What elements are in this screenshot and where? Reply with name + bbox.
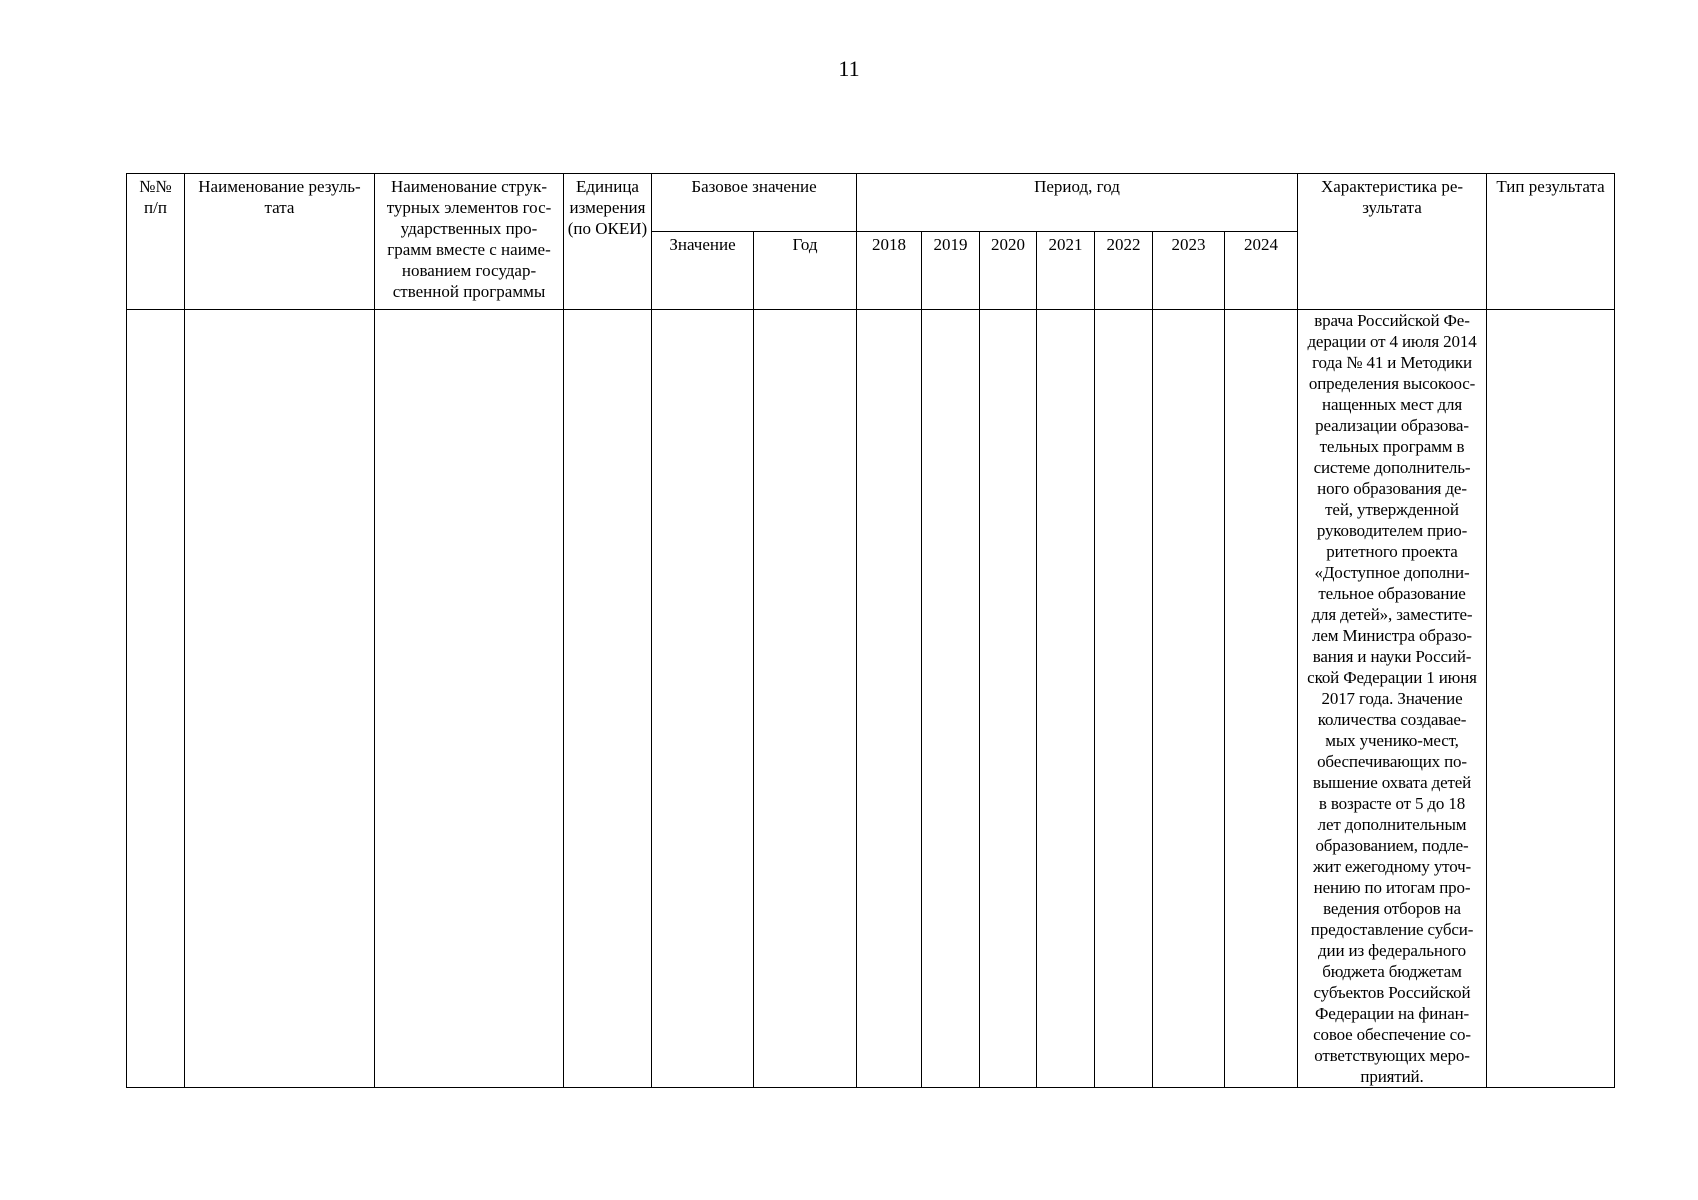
cell-year-2020 — [980, 310, 1037, 1088]
cell-result-type — [1487, 310, 1615, 1088]
cell-characteristic: врача Российской Фе- дерации от 4 июля 2014 года № 41 и Методики определения высокоос- нащенных мест для реализации образова- тельных программ в системе дополнитель- ного образования де- тей, утвержденной руководителем прио- ритетного проекта «Доступное дополни- тельное образование для детей», заместите- лем Министра образо- вания и науки Россий- ской Федерации 1 июня 2017 года. Значение количества создавае- мых ученико-мест, обеспечивающих по- вышение охвата детей в возрасте от 5 до 18 лет дополнительным образованием, подле- жит ежегодному уточ- нению по итогам про- ведения отборов на предоставление субси- дии из федерального бюджета бюджетам субъектов Российской Федерации на финан- совое обеспечение со- ответствующих меро- приятий. — [1298, 310, 1487, 1088]
cell-year-2022 — [1095, 310, 1153, 1088]
cell-year-2023 — [1153, 310, 1225, 1088]
header-base-value-value: Значение — [652, 232, 754, 310]
cell-structural-elements — [375, 310, 564, 1088]
header-period: Период, год — [857, 174, 1298, 232]
header-unit: Единица измерения (по ОКЕИ) — [564, 174, 652, 310]
header-result-type: Тип результата — [1487, 174, 1615, 310]
cell-result-name — [185, 310, 375, 1088]
cell-base-value — [652, 310, 754, 1088]
header-year-2021: 2021 — [1037, 232, 1095, 310]
header-base-value: Базовое значение — [652, 174, 857, 232]
results-table — [126, 173, 1615, 1088]
header-year-2022: 2022 — [1095, 232, 1153, 310]
table-row — [127, 310, 1615, 1088]
header-year-2018: 2018 — [857, 232, 922, 310]
header-year-2023: 2023 — [1153, 232, 1225, 310]
header-structural-elements: Наименование струк- турных элементов гос- ударственных про- грамм вместе с наиме- нованием государ- ственной программы — [375, 174, 564, 310]
cell-year-2019 — [922, 310, 980, 1088]
page-number: 11 — [838, 56, 860, 81]
cell-unit — [564, 310, 652, 1088]
cell-base-year — [754, 310, 857, 1088]
cell-year-2018 — [857, 310, 922, 1088]
cell-year-2024 — [1225, 310, 1298, 1088]
header-number: №№ п/п — [127, 174, 185, 310]
cell-number — [127, 310, 185, 1088]
header-year-2019: 2019 — [922, 232, 980, 310]
header-year-2024: 2024 — [1225, 232, 1298, 310]
header-base-value-year: Год — [754, 232, 857, 310]
cell-year-2021 — [1037, 310, 1095, 1088]
header-characteristic: Характеристика ре- зультата — [1298, 174, 1487, 310]
header-result-name: Наименование резуль- тата — [185, 174, 375, 310]
header-year-2020: 2020 — [980, 232, 1037, 310]
